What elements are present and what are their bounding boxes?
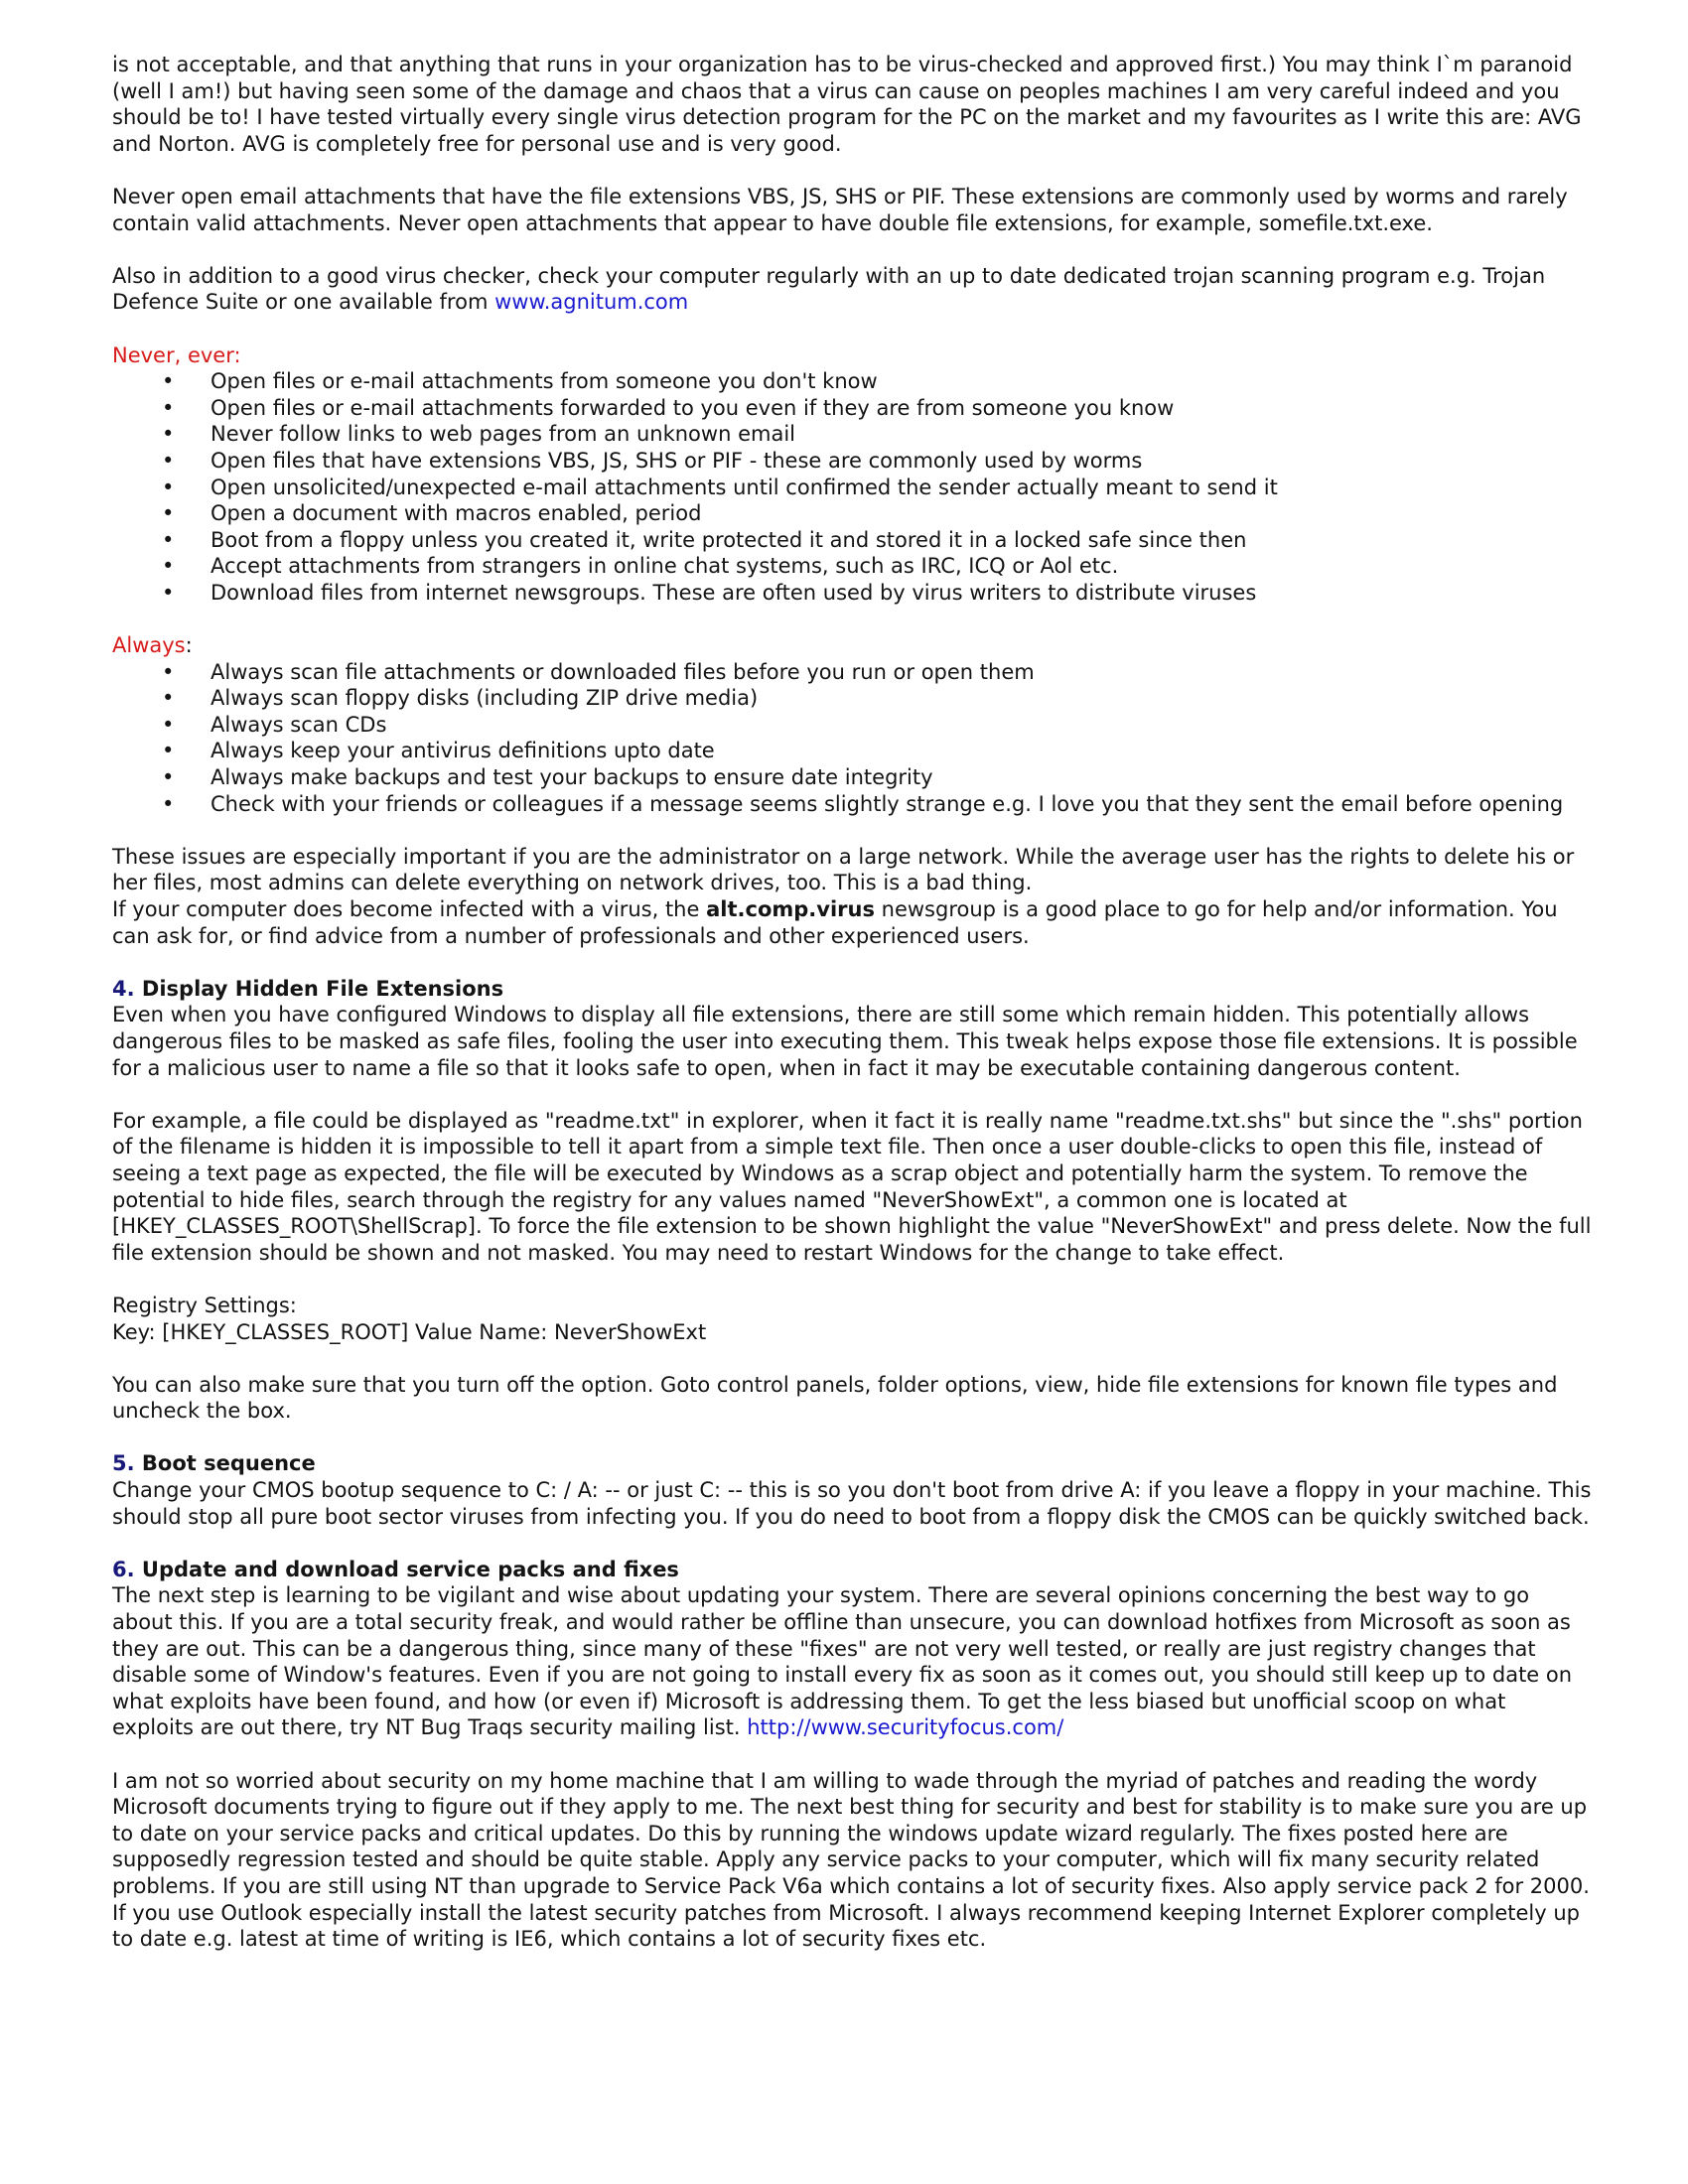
section-4-number: 4. [112,976,135,1001]
registry-key: Key: [HKEY_CLASSES_ROOT] Value Name: NeverShowExt [112,1319,707,1344]
section-6-paragraph-1 [112,1582,1592,1741]
section-4-heading [112,976,1592,1003]
section-6-paragraph-1-text: The next step is learning to be vigilant and wise about updating your system. There are several opinions concerning the best way to go about this. If you are a total security freak, and would rather be offline than unsecure, you can download hotfixes from Microsoft as soon as they are out. This can be a dangerous thing, since many of these "fixes" are not very well tested, or really are just registry changes that disable some of Window's features. Even if you are not going to install every fix as soon as it comes out, you should still keep up to date on what exploits have been found, and how (or even if) Microsoft is addressing them. To get the less biased but unofficial scoop on what exploits are out there, try NT Bug Traqs security mailing list. [112,1583,1573,1740]
list-item [112,500,1592,527]
bullet-icon: • [162,527,175,552]
list-item-text: Always scan floppy disks (including ZIP drive media) [211,686,759,711]
never-heading: Never, ever: [112,342,241,367]
paragraph-trojan-scanning [112,263,1592,316]
list-item [112,421,1592,448]
list-item [112,527,1592,554]
list-item [112,791,1592,818]
list-item-text: Check with your friends or colleagues if a message seems slightly strange e.g. I love you that they sent the email before opening [211,791,1564,816]
section-4-paragraph-2: For example, a file could be displayed as "readme.txt" in explorer, when it fact it is really name "readme.txt.shs" but since the ".shs" portion of the filename is hidden it is impossible to tell it apart from a simple text file. Then once a user double-clicks to open this file, instead of seeing a text page as expected, the file will be executed by Windows as a scrap object and potentially harm the system. To remove the potential to hide files, search through the registry for any values named "NeverShowExt", a common one is located at [HKEY_CLASSES_ROOT\ShellScrap]. To force the file extension to be shown highlight the value "NeverShowExt" and press delete. Now the full file extension should be shown and not masked. You may need to restart Windows for the change to take effect. [112,1108,1592,1265]
bullet-icon: • [162,739,175,763]
section-6-title: Update and download service packs and fixes [141,1557,679,1581]
bullet-icon: • [162,475,175,499]
list-item-text: Open files or e-mail attachments from someone you don't know [211,369,878,394]
list-item [112,580,1592,607]
list-item [112,659,1592,686]
list-item-text: Always scan file attachments or downloaded files before you run or open them [211,659,1035,684]
section-5-number: 5. [112,1451,135,1476]
securityfocus-link[interactable]: http://www.securityfocus.com/ [747,1715,1064,1740]
list-item [112,553,1592,580]
bullet-icon: • [162,369,175,394]
bullet-icon: • [162,712,175,737]
list-item [112,395,1592,422]
bullet-icon: • [162,791,175,816]
section-5-heading [112,1450,1592,1477]
list-item [112,738,1592,764]
list-item-text: Boot from a floppy unless you created it, write protected it and stored it in a locked safe since then [211,527,1247,552]
section-6-heading [112,1557,1592,1583]
list-item-text: Open unsolicited/unexpected e-mail attachments until confirmed the sender actually meant to send it [211,475,1278,499]
bullet-icon: • [162,580,175,605]
document-page [112,52,1592,1979]
paragraph-file-extensions: Never open email attachments that have the file extensions VBS, JS, SHS or PIF. These extensions are commonly used by worms and rarely contain valid attachments. Never open attachments that appear to have double file extensions, for example, somefile.txt.exe. [112,184,1568,235]
list-item-text: Download files from internet newsgroups. These are often used by virus writers to distribute viruses [211,580,1257,605]
agnitum-link[interactable]: www.agnitum.com [494,290,689,315]
bullet-icon: • [162,686,175,711]
list-item [112,448,1592,475]
never-list [112,368,1592,606]
list-item-text: Never follow links to web pages from an unknown email [211,422,795,447]
bullet-icon: • [162,448,175,473]
paragraph-infected-end: newsgroup is a good place to go for help and/or information. You can ask for, or find advice from a number of professionals and other experienced users. [112,897,1558,948]
list-item [112,712,1592,739]
section-4-paragraph-1: Even when you have configured Windows to display all file extensions, there are still some which remain hidden. This potentially allows dangerous files to be masked as safe files, fooling the user into executing them. This tweak helps expose those file extensions. It is possible for a malicious user to name a file so that it looks safe to open, when in fact it may be executable containing dangerous content. [112,1003,1578,1080]
paragraph-trojan-text: Also in addition to a good virus checker, check your computer regularly with an up to date dedicated trojan scanning program e.g. Trojan Defence Suite or one available from [112,263,1546,315]
list-item [112,368,1592,395]
paragraph-intro-continued: is not acceptable, and that anything that runs in your organization has to be virus-checked and approved first.) You may think I`m paranoid (well I am!) but having seen some of the damage and chaos that a virus can cause on peoples machines I am very careful indeed and you should be to! I have tested virtually every single virus detection program for the PC on the market and my favourites as I write this are: AVG and Norton. AVG is completely free for personal use and is very good. [112,53,1582,156]
newsgroup-name: alt.comp.virus [706,897,875,921]
list-item-text: Always keep your antivirus definitions upto date [211,739,715,763]
list-item-text: Open files or e-mail attachments forwarded to you even if they are from someone you know [211,395,1175,420]
list-item-text: Open a document with macros enabled, period [211,501,702,526]
section-6-paragraph-2: I am not so worried about security on my home machine that I am willing to wade through the myriad of patches and reading the wordy Microsoft documents trying to figure out if they apply to me. The next best thing for security and best for stability is to make sure you are up to date on your service packs and critical updates. Do this by running the windows update wizard regularly. The fixes posted here are supposedly regression tested and should be quite stable. Apply any service packs to your computer, which will fix many security related problems. If you are still using NT than upgrade to Service Pack V6a which contains a lot of security fixes. Also apply service pack 2 for 2000. If you use Outlook especially install the latest security patches from Microsoft. I always recommend keeping Internet Explorer completely up to date e.g. latest at time of writing is IE6, which contains a lot of security fixes etc. [112,1768,1590,1952]
list-item-text: Open files that have extensions VBS, JS, SHS or PIF - these are commonly used by worms [211,448,1143,473]
list-item-text: Always make backups and test your backups to ensure date integrity [211,765,933,790]
list-item [112,764,1592,791]
section-6-number: 6. [112,1557,135,1581]
always-heading-colon: : [185,633,193,658]
section-4-title: Display Hidden File Extensions [141,976,504,1001]
list-item-text: Accept attachments from strangers in online chat systems, such as IRC, ICQ or Aol etc. [211,554,1119,579]
bullet-icon: • [162,554,175,579]
list-item [112,685,1592,712]
bullet-icon: • [162,501,175,526]
section-5-title: Boot sequence [141,1451,316,1476]
bullet-icon: • [162,422,175,447]
bullet-icon: • [162,765,175,790]
registry-settings-label: Registry Settings: [112,1293,297,1317]
section-4-paragraph-3: You can also make sure that you turn off the option. Goto control panels, folder options, view, hide file extensions for known file types and uncheck the box. [112,1372,1558,1424]
list-item [112,475,1592,501]
list-item-text: Always scan CDs [211,712,387,737]
paragraph-infected-start: If your computer does become infected with a virus, the [112,897,700,921]
section-5-paragraph-1: Change your CMOS bootup sequence to C: / A: -- or just C: -- this is so you don't boot from drive A: if you leave a floppy in your machine. This should stop all pure boot sector viruses from infecting you. If you do need to boot from a floppy disk the CMOS can be quickly switched back. [112,1478,1592,1529]
always-list [112,659,1592,818]
paragraph-admin: These issues are especially important if you are the administrator on a large network. While the average user has the rights to delete his or her files, most admins can delete everything on network drives, too. This is a bad thing. [112,844,1575,895]
bullet-icon: • [162,395,175,420]
paragraph-infected [112,896,1592,949]
always-heading-label: Always [112,633,186,658]
bullet-icon: • [162,659,175,684]
always-heading [112,632,1592,659]
